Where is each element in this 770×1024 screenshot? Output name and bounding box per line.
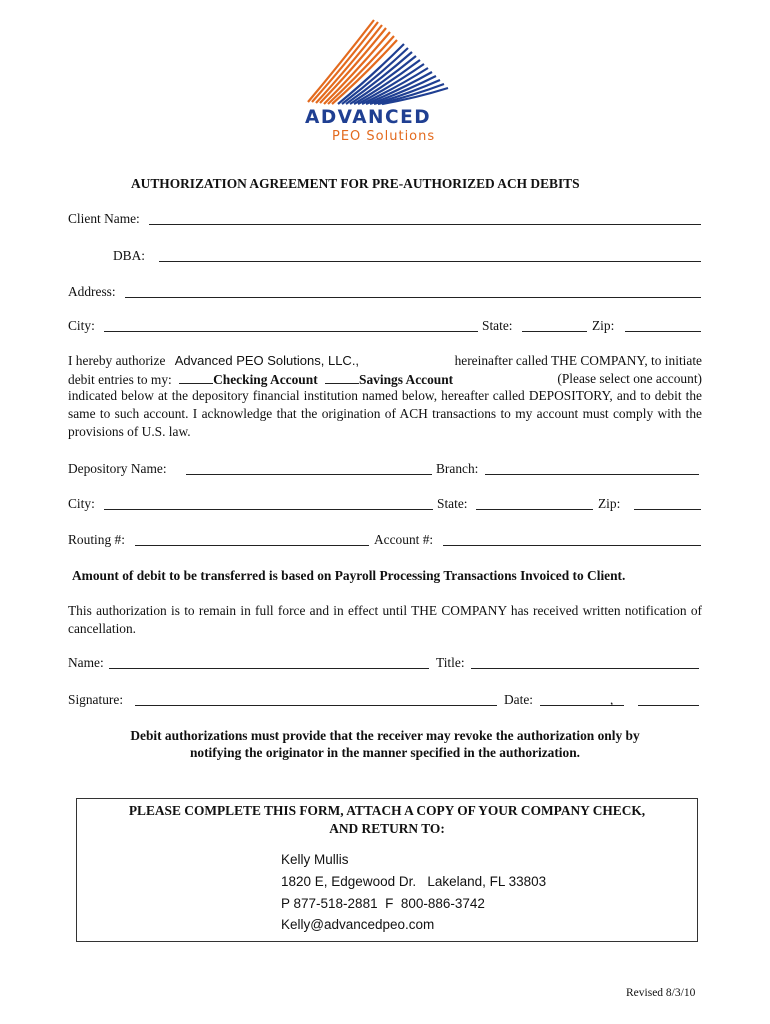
depository-state-field[interactable] — [476, 509, 593, 510]
debit-entries-text: debit entries to my: — [68, 372, 172, 387]
state-label: State: — [482, 318, 513, 333]
city-field[interactable] — [104, 331, 478, 332]
depository-city-field[interactable] — [104, 509, 433, 510]
select-one-note: (Please select one account) — [557, 371, 702, 386]
cancellation-paragraph: This authorization is to remain in full force and in effect until THE COMPANY has received written notification of cancellation. — [68, 603, 702, 637]
authorization-paragraph: indicated below at the depository financial institution named below, hereafter called DEPOSITORY, and to debit the same to such account. I acknowledge that the origination of ACH transactions to my account must comply with the provisions of U.S. law. — [68, 388, 702, 440]
savings-account-option: Savings Account — [359, 372, 454, 387]
state-field[interactable] — [522, 331, 587, 332]
return-instructions-box — [76, 798, 698, 942]
account-field[interactable] — [443, 545, 701, 546]
depository-name-field[interactable] — [186, 474, 432, 475]
client-name-field[interactable] — [149, 224, 701, 225]
revoke-note-line-2: notifying the originator in the manner specified in the authorization. — [189, 745, 581, 760]
checking-account-option: Checking Account — [213, 372, 318, 387]
authorize-text-end: hereinafter called THE COMPANY, to initiate — [454, 353, 702, 368]
return-heading-line-2: AND RETURN TO: — [329, 821, 445, 836]
authorize-text-start: I hereby authorize — [68, 353, 166, 368]
branch-label: Branch: — [436, 461, 479, 476]
signature-field[interactable] — [135, 705, 497, 706]
authorization-line-1 — [68, 353, 702, 369]
signer-name-field[interactable] — [109, 668, 429, 669]
depository-state-label: State: — [437, 496, 468, 511]
zip-label: Zip: — [592, 318, 615, 333]
return-heading-line-1: PLEASE COMPLETE THIS FORM, ATTACH A COPY OF YOUR COMPANY CHECK, — [128, 803, 646, 818]
date-comma: , — [610, 692, 614, 707]
authorization-line-2 — [68, 371, 702, 388]
logo-wordmark: ADVANCED — [305, 107, 432, 128]
depository-name-label: Depository Name: — [68, 461, 167, 476]
revoke-note-line-1: Debit authorizations must provide that the receiver may revoke the authorization only by — [130, 728, 640, 743]
depository-zip-label: Zip: — [598, 496, 621, 511]
depository-city-label: City: — [68, 496, 95, 511]
address-label: Address: — [68, 284, 116, 299]
contact-name: Kelly Mullis — [281, 852, 349, 867]
dba-field[interactable] — [159, 261, 701, 262]
routing-label: Routing #: — [68, 532, 125, 547]
contact-email: Kelly@advancedpeo.com — [281, 917, 435, 932]
zip-field[interactable] — [625, 331, 701, 332]
revision-date: Revised 8/3/10 — [626, 987, 696, 999]
date-label: Date: — [504, 692, 533, 707]
date-field-year[interactable] — [638, 705, 699, 706]
signer-name-label: Name: — [68, 655, 104, 670]
routing-field[interactable] — [135, 545, 369, 546]
savings-select-blank[interactable] — [325, 371, 359, 384]
signer-title-field[interactable] — [471, 668, 699, 669]
address-field[interactable] — [125, 297, 701, 298]
client-name-label: Client Name: — [68, 211, 140, 226]
form-title: AUTHORIZATION AGREEMENT FOR PRE-AUTHORIZED ACH DEBITS — [131, 176, 580, 191]
account-label: Account #: — [374, 532, 434, 547]
amount-note: Amount of debit to be transferred is based on Payroll Processing Transactions Invoiced to Client. — [72, 568, 626, 583]
checking-select-blank[interactable] — [179, 371, 213, 384]
city-label: City: — [68, 318, 95, 333]
signature-label: Signature: — [68, 692, 124, 707]
contact-address: 1820 E, Edgewood Dr. Lakeland, FL 33803 — [281, 874, 547, 889]
branch-field[interactable] — [485, 474, 699, 475]
depository-zip-field[interactable] — [634, 509, 701, 510]
contact-phone-fax: P 877-518-2881 F 800-886-3742 — [281, 896, 485, 911]
dba-label: DBA: — [113, 248, 145, 263]
signer-title-label: Title: — [436, 655, 465, 670]
company-name: Advanced PEO Solutions, LLC., — [174, 353, 360, 368]
logo-subtitle: PEO Solutions — [332, 129, 436, 144]
